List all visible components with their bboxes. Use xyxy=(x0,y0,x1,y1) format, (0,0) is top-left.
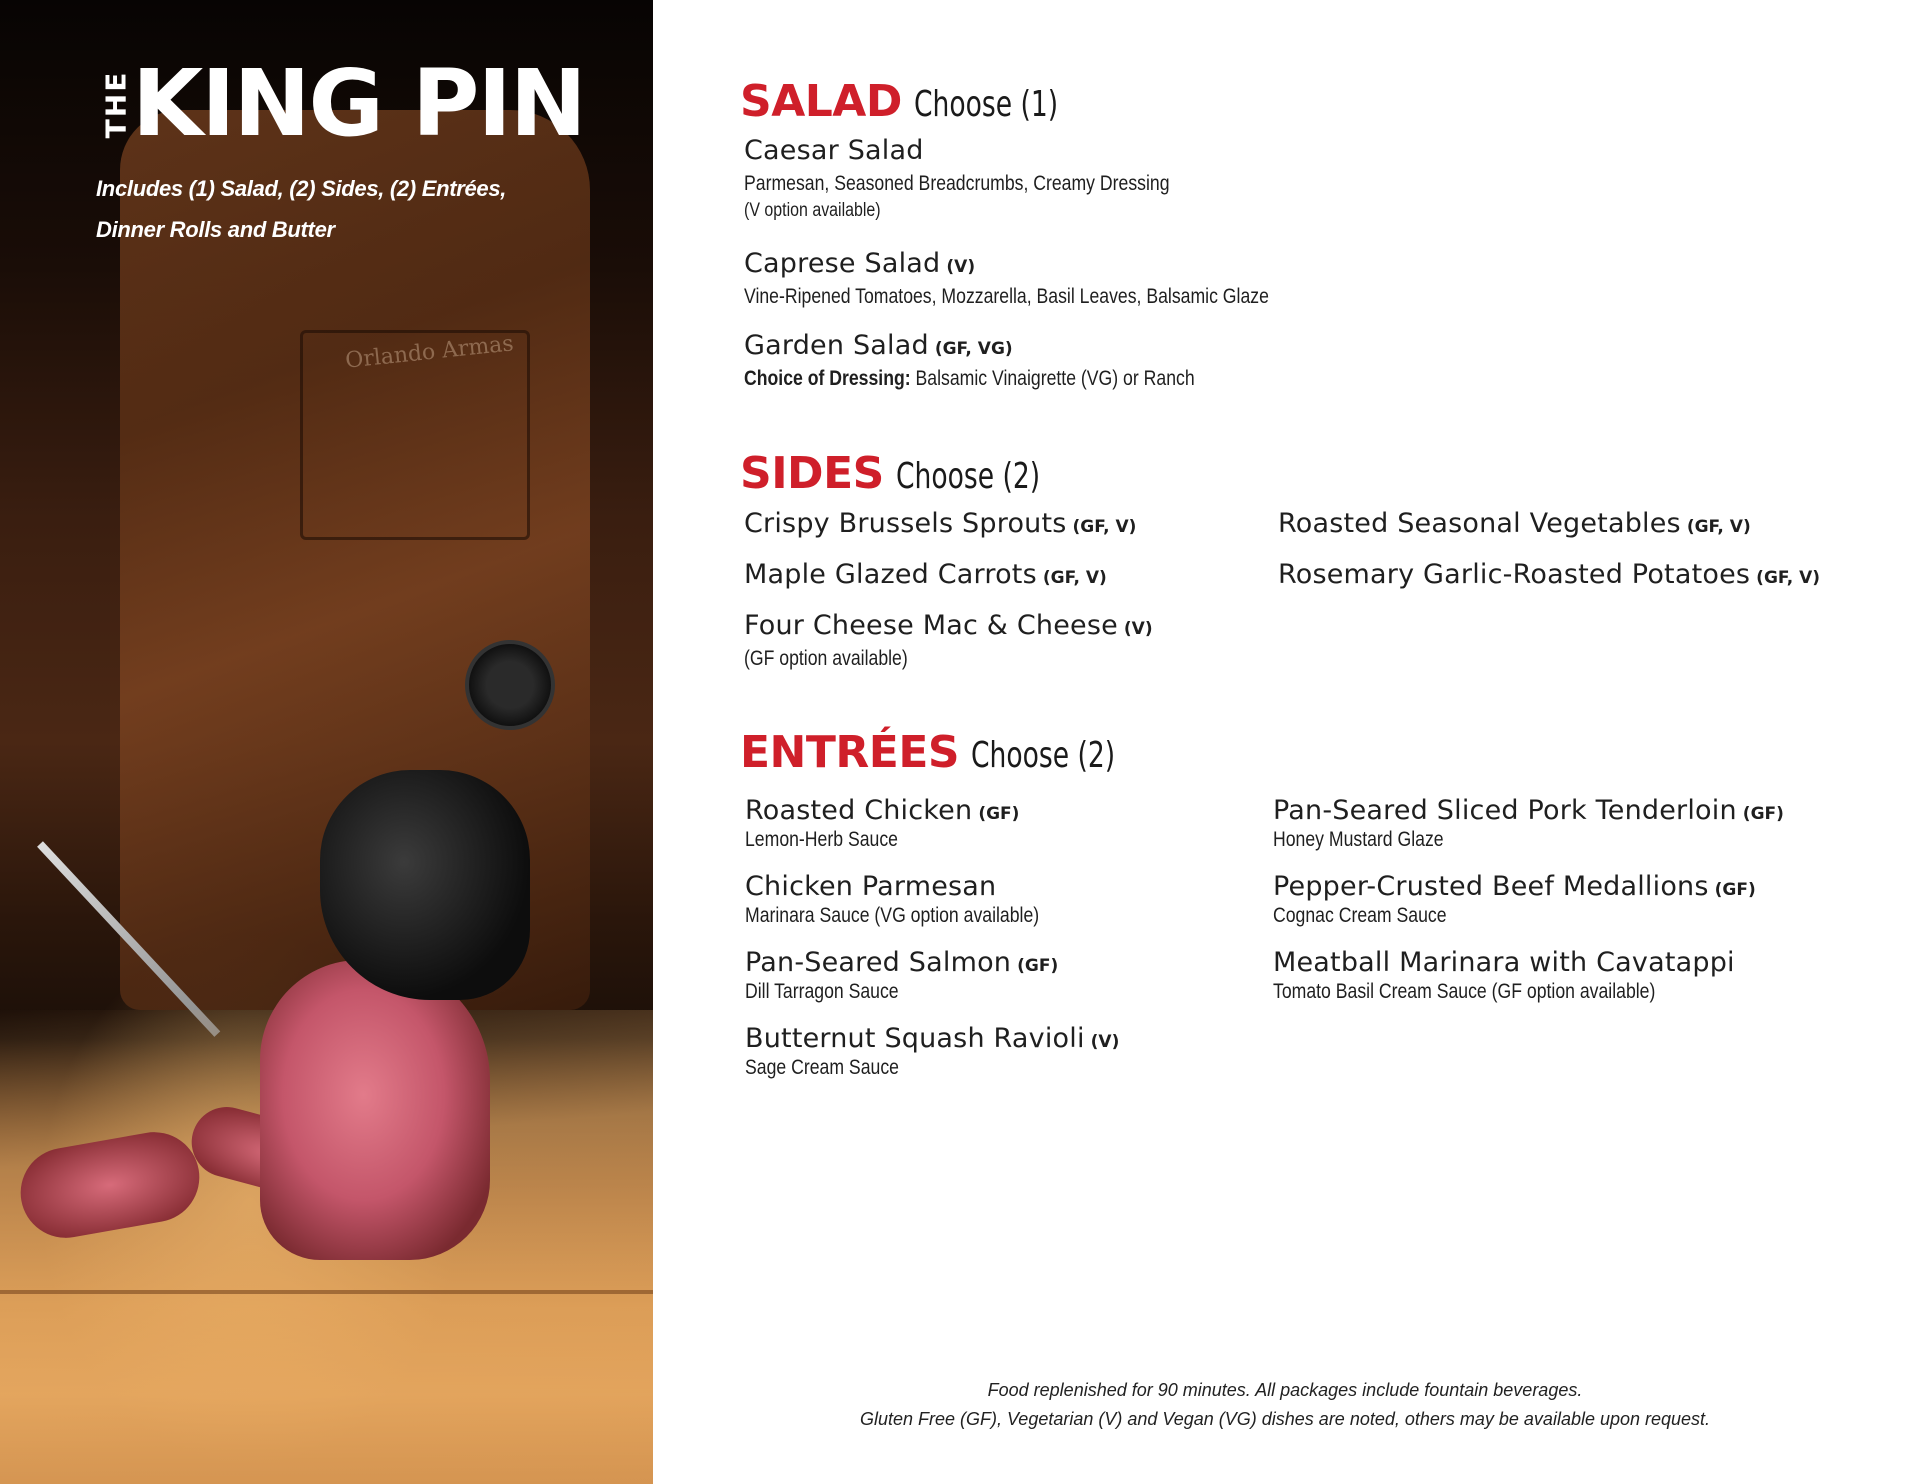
item-description: Cognac Cream Sauce xyxy=(1273,904,1447,927)
item-name: Chicken Parmesan xyxy=(745,871,997,902)
item-description xyxy=(744,367,1195,391)
item-name: Roasted Seasonal Vegetables xyxy=(1278,508,1681,539)
sides-title: SIDES xyxy=(740,448,884,499)
item-note: (GF option available) xyxy=(744,647,908,670)
dietary-tag: (GF, V) xyxy=(1042,568,1107,588)
item-name: Four Cheese Mac & Cheese xyxy=(744,610,1118,641)
item-description: Sage Cream Sauce xyxy=(745,1056,899,1079)
entree-item xyxy=(1273,871,1756,928)
package-includes-line-2: Dinner Rolls and Butter xyxy=(96,217,335,242)
item-name: Caesar Salad xyxy=(744,135,924,166)
dressing-label: Choice of Dressing: xyxy=(744,367,911,390)
sides-choose: Choose (2) xyxy=(895,456,1040,497)
footer-notes xyxy=(740,1376,1830,1434)
side-item xyxy=(744,610,1153,671)
dressing-options: Balsamic Vinaigrette (VG) or Ranch xyxy=(915,367,1195,390)
dietary-tag: (V) xyxy=(1123,619,1153,639)
package-includes-line-1: Includes (1) Salad, (2) Sides, (2) Entrées, xyxy=(96,176,507,201)
dietary-tag: (GF) xyxy=(978,804,1020,824)
item-description: Parmesan, Seasoned Breadcrumbs, Creamy Dressing xyxy=(744,172,1170,195)
item-name: Rosemary Garlic-Roasted Potatoes xyxy=(1278,559,1751,590)
sides-heading xyxy=(740,448,1072,499)
item-name: Pepper-Crusted Beef Medallions xyxy=(1273,871,1709,902)
watch-shape xyxy=(465,640,555,730)
salad-item xyxy=(744,248,1369,309)
footer-line-1: Food replenished for 90 minutes. All packages include fountain beverages. xyxy=(987,1380,1583,1400)
dietary-tag: (GF, VG) xyxy=(934,339,1013,359)
dietary-tag: (V) xyxy=(946,257,976,277)
dietary-tag: (GF, V) xyxy=(1756,568,1821,588)
salad-choose: Choose (1) xyxy=(913,84,1058,125)
entree-item xyxy=(745,795,1019,852)
entree-item xyxy=(745,1023,1119,1080)
entrees-title: ENTRÉES xyxy=(740,727,960,778)
package-includes xyxy=(96,168,536,250)
side-item xyxy=(744,559,1107,590)
menu-content xyxy=(740,0,1880,1484)
dietary-tag: (GF) xyxy=(1742,804,1784,824)
cutting-board-edge xyxy=(0,1290,653,1294)
entree-item xyxy=(745,871,1095,928)
dietary-tag: (GF) xyxy=(1714,880,1756,900)
item-description: Marinara Sauce (VG option available) xyxy=(745,904,1040,927)
brand-prefix: THE xyxy=(99,70,133,138)
side-item xyxy=(1278,559,1820,590)
brand-name: KING PIN xyxy=(132,50,585,157)
side-item xyxy=(744,508,1136,539)
item-name: Crispy Brussels Sprouts xyxy=(744,508,1067,539)
dietary-tag: (V) xyxy=(1090,1032,1120,1052)
brand-logo xyxy=(98,50,585,157)
entree-item xyxy=(1273,947,1735,1004)
dietary-tag: (GF, V) xyxy=(1686,517,1751,537)
salad-heading xyxy=(740,76,1090,127)
item-description: Lemon-Herb Sauce xyxy=(745,828,898,851)
item-name: Meatball Marinara with Cavatappi xyxy=(1273,947,1735,978)
hero-photo xyxy=(0,0,653,1484)
item-description: Tomato Basil Cream Sauce (GF option available) xyxy=(1273,980,1656,1003)
entrees-heading xyxy=(740,727,1147,778)
gloved-hand xyxy=(320,770,530,1000)
item-name: Roasted Chicken xyxy=(745,795,973,826)
entree-item xyxy=(745,947,1058,1004)
item-name: Pan-Seared Sliced Pork Tenderloin xyxy=(1273,795,1737,826)
item-description: Dill Tarragon Sauce xyxy=(745,980,899,1003)
apron-embroidery: Orlando Armas xyxy=(344,331,515,374)
entrees-choose: Choose (2) xyxy=(971,735,1116,776)
footer-line-2: Gluten Free (GF), Vegetarian (V) and Vegan (VG) dishes are noted, others may be available upon request. xyxy=(859,1409,1711,1429)
salad-item xyxy=(744,135,1251,222)
item-name: Pan-Seared Salmon xyxy=(745,947,1012,978)
salad-item xyxy=(744,330,1280,391)
item-name: Maple Glazed Carrots xyxy=(744,559,1037,590)
roast-beef xyxy=(260,960,490,1260)
dietary-tag: (GF) xyxy=(1017,956,1059,976)
item-note: (V option available) xyxy=(744,200,881,221)
entree-item xyxy=(1273,795,1784,852)
item-name: Garden Salad xyxy=(744,330,929,361)
salad-title: SALAD xyxy=(740,76,902,127)
side-item xyxy=(1278,508,1751,539)
item-description: Honey Mustard Glaze xyxy=(1273,828,1444,851)
item-description: Vine-Ripened Tomatoes, Mozzarella, Basil Leaves, Balsamic Glaze xyxy=(744,285,1269,308)
item-name: Butternut Squash Ravioli xyxy=(745,1023,1085,1054)
item-name: Caprese Salad xyxy=(744,248,941,279)
dietary-tag: (GF, V) xyxy=(1072,517,1137,537)
